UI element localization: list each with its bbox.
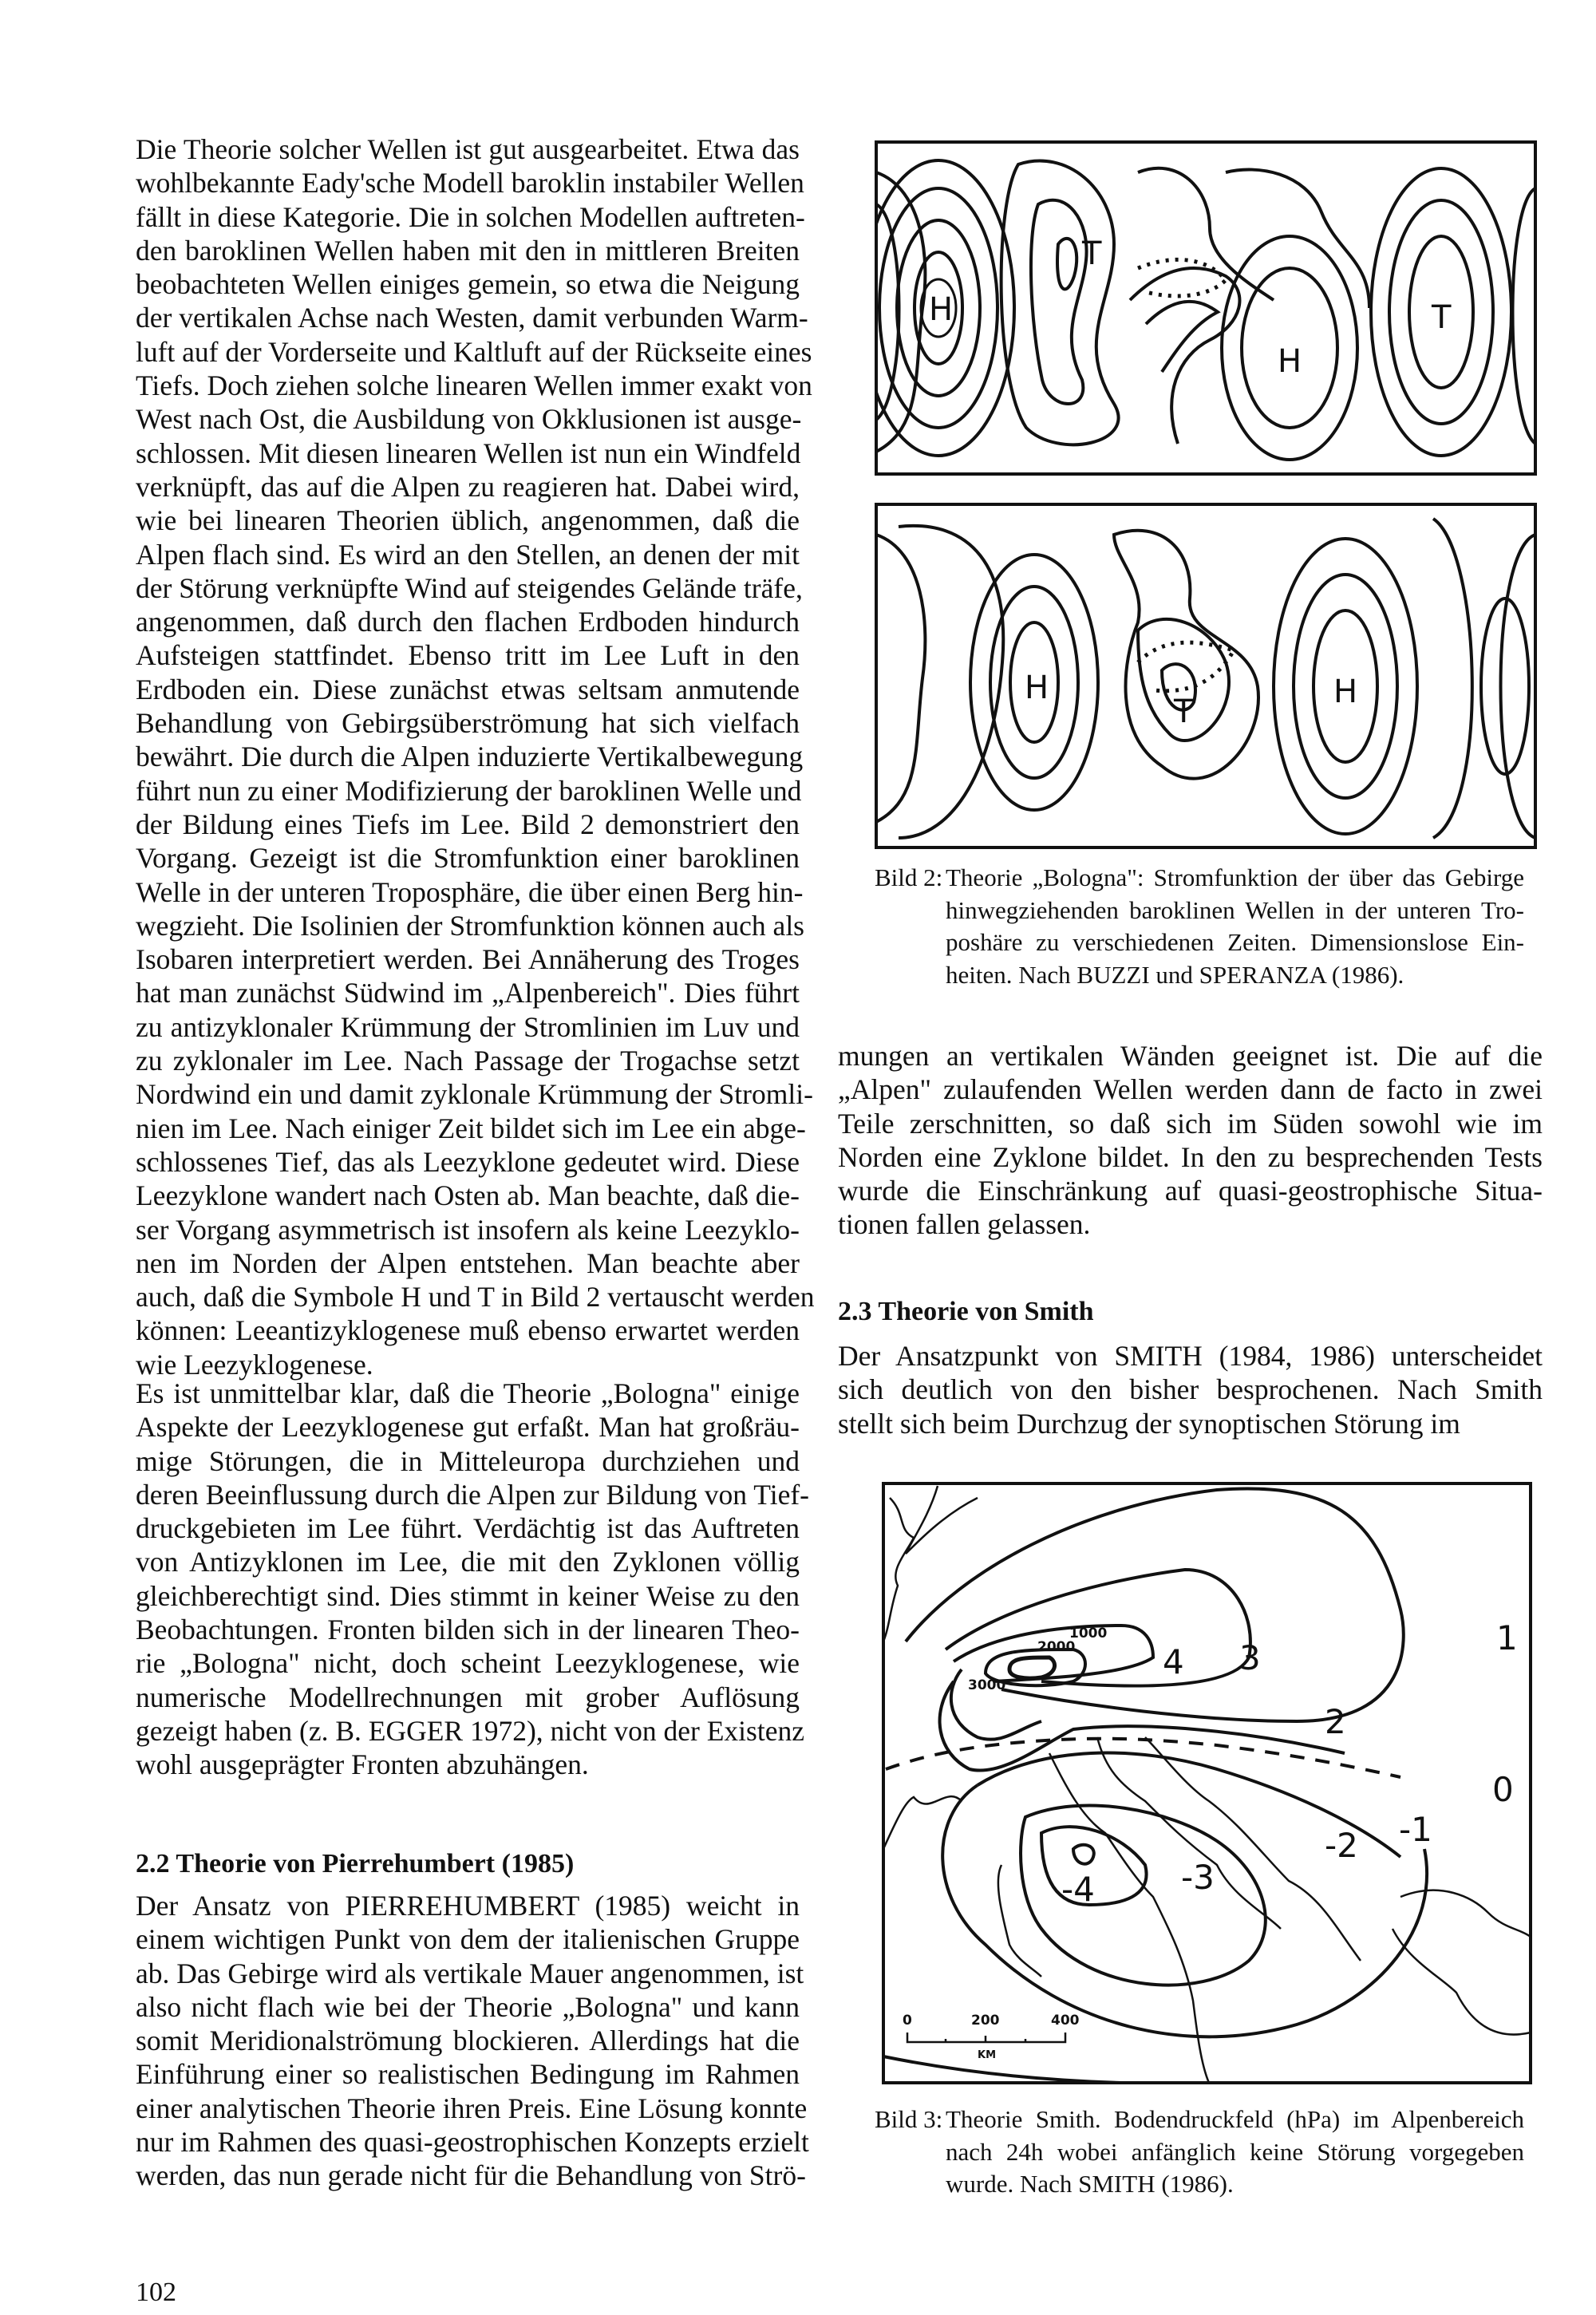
scale-unit: KM <box>978 2049 997 2061</box>
figure-2-panel-2 <box>875 503 1537 849</box>
text-line: nur im Rahmen des quasi-geostrophischen Konzepts erzielt <box>136 2126 809 2159</box>
text-line: gezeigt haben (z. B. EGGER 1972), nicht von der Existenz <box>136 1714 804 1747</box>
text-line: können: Leeantizyklogenese muß ebenso erwartet werden <box>136 1314 800 1347</box>
left-para-1 <box>136 132 815 1381</box>
scale-bar <box>903 2013 1080 2061</box>
text-line: nen im Norden der Alpen entstehen. Man beachte aber <box>136 1246 800 1279</box>
text-line: verknüpft, das auf die Alpen zu reagieren hat. Dabei wird, <box>136 470 800 503</box>
low-label: T <box>1432 299 1452 336</box>
text-line: Theorie Smith. Bodendruckfeld (hPa) im Alpenbereich <box>946 2105 1524 2133</box>
figure-2-panel-1 <box>875 140 1537 476</box>
text-line: schlossenes Tief, das als Leezyklone gedeutet wird. Diese <box>136 1145 800 1178</box>
figure-3-map <box>882 1482 1532 2084</box>
contour-label: -4 <box>1061 1870 1095 1909</box>
high-label: H <box>1333 674 1358 710</box>
scale-label: 0 <box>903 2013 912 2029</box>
text-line: Leezyklone wandert nach Osten ab. Man beachte, daß die- <box>136 1179 800 1212</box>
text-line: wurde. Nach SMITH (1986). <box>946 2170 1234 2198</box>
text-line: wie bei linearen Theorien üblich, angenommen, daß die <box>136 504 800 537</box>
text-line: wurde die Einschränkung auf quasi-geostrophische Situa- <box>838 1175 1543 1207</box>
text-line: heiten. Nach BUZZI und SPERANZA (1986). <box>946 960 1404 989</box>
text-line: den baroklinen Wellen haben mit den in mittleren Breiten <box>136 234 800 267</box>
text-line: angenommen, daß durch den flachen Erdboden hindurch <box>136 606 800 638</box>
text-line: einer analytischen Theorie ihren Preis. Eine Lösung konnte <box>136 2092 808 2124</box>
contour-label: 3 <box>1239 1638 1261 1677</box>
text-line: West nach Ost, die Ausbildung von Okklusionen ist ausge- <box>136 403 802 436</box>
text-line: nach 24h wobei anfänglich keine Störung vorgegeben <box>946 2137 1524 2166</box>
high-label: H <box>1278 343 1302 380</box>
contour-label: -1 <box>1399 1810 1432 1849</box>
text-line: Einführung einer so realistischen Bedingung im Rahmen <box>136 2058 800 2091</box>
text-line: Tiefs. Doch ziehen solche linearen Wellen immer exakt von <box>136 369 812 402</box>
text-line: poshäre zu verschiedenen Zeiten. Dimensionslose Ein- <box>946 928 1524 956</box>
text-line: zu antizyklonaler Krümmung der Stromlinien im Luv und <box>136 1010 800 1043</box>
high-label: H <box>1025 670 1049 706</box>
text-line: ser Vorgang asymmetrisch ist insofern als keine Leezyklo- <box>136 1213 800 1246</box>
text-line: druckgebieten im Lee führt. Verdächtig ist das Auftreten <box>136 1512 800 1545</box>
text-line: deren Beeinflussung durch die Alpen zur Bildung von Tief- <box>136 1478 809 1511</box>
text-line: fällt in diese Kategorie. Die in solchen Modellen auftreten- <box>136 200 805 233</box>
text-line: gleichberechtigt sind. Dies stimmt in keiner Weise zu den <box>136 1579 800 1612</box>
text-line: wegzieht. Die Isolinien der Stromfunktion können auch als <box>136 909 804 942</box>
text-line: Nordwind ein und damit zyklonale Krümmung der Stromli- <box>136 1078 813 1111</box>
caption-label: Bild 3: <box>875 2105 943 2133</box>
text-line: der Bildung eines Tiefs im Lee. Bild 2 demonstriert den <box>136 808 800 840</box>
text-line: hinwegziehenden baroklinen Wellen in der unteren Tro- <box>946 895 1524 924</box>
text-line: Beobachtungen. Fronten bilden sich in der linearen Theo- <box>136 1614 800 1646</box>
text-line: wohl ausgeprägter Fronten abzuhängen. <box>136 1748 589 1781</box>
text-line: Theorie „Bologna": Stromfunktion der über das Gebirge <box>946 863 1524 891</box>
contour-label: 4 <box>1163 1642 1184 1681</box>
height-label: 2000 <box>1037 1639 1076 1655</box>
text-line: numerische Modellrechnungen mit grober Auflösung <box>136 1681 800 1713</box>
text-line: also nicht flach wie bei der Theorie „Bologna" und kann <box>136 1990 800 2023</box>
text-line: einem wichtigen Punkt von dem der italienischen Gruppe <box>136 1923 800 1956</box>
text-line: wohlbekannte Eady'sche Modell baroklin instabiler Wellen <box>136 167 804 200</box>
text-line: Der Ansatz von PIERREHUMBERT (1985) weicht in <box>136 1890 800 1922</box>
left-para-2 <box>136 1377 809 1782</box>
text-line: Der Ansatzpunkt von SMITH (1984, 1986) unterscheidet <box>838 1340 1543 1372</box>
text-line: rie „Bologna" nicht, doch scheint Leezyklogenese, wie <box>136 1647 800 1680</box>
caption-label: Bild 2: <box>875 863 943 891</box>
text-line: mige Störungen, die in Mitteleuropa durchziehen und <box>136 1444 800 1477</box>
text-line: zu zyklonaler im Lee. Nach Passage der Trogachse setzt <box>136 1045 800 1077</box>
section-heading-2-3: 2.3 Theorie von Smith <box>838 1297 1094 1326</box>
text-line: führt nun zu einer Modifizierung der baroklinen Welle und <box>136 774 802 807</box>
right-para-2 <box>838 1339 1543 1440</box>
text-line: schlossen. Mit diesen linearen Wellen ist nun ein Windfeld <box>136 437 801 469</box>
low-label: T <box>1174 693 1194 730</box>
text-line: Welle in der unteren Troposphäre, die über einen Berg hin- <box>136 875 804 908</box>
text-line: auch, daß die Symbole H und T in Bild 2 vertauscht werden <box>136 1281 815 1314</box>
height-label: 3000 <box>968 1677 1006 1693</box>
text-line: sich deutlich von den bisher besprochenen. Nach Smith <box>838 1373 1543 1406</box>
text-line: Die Theorie solcher Wellen ist gut ausgearbeitet. Etwa das <box>136 133 800 165</box>
text-line: der vertikalen Achse nach Westen, damit verbunden Warm- <box>136 302 808 334</box>
text-line: tionen fallen gelassen. <box>838 1208 1091 1241</box>
scale-label: 200 <box>971 2013 1000 2029</box>
text-line: wie Leezyklogenese. <box>136 1348 373 1381</box>
text-line: von Antizyklonen im Lee, die mit den Zyklonen völlig <box>136 1546 800 1578</box>
text-line: nien im Lee. Nach einiger Zeit bildet sich im Lee ein abge- <box>136 1112 806 1144</box>
text-line: Isobaren interpretiert werden. Bei Annäherung des Troges <box>136 943 800 976</box>
contour-label: -2 <box>1325 1826 1358 1865</box>
contour-label: 1 <box>1496 1618 1518 1657</box>
text-line: Es ist unmittelbar klar, daß die Theorie „Bologna" einige <box>136 1377 800 1409</box>
contour-label: -3 <box>1181 1858 1215 1897</box>
section-heading-2-2: 2.2 Theorie von Pierrehumbert (1985) <box>136 1849 575 1878</box>
high-label: H <box>929 291 954 328</box>
text-line: beobachteten Wellen einiges gemein, so etwa die Neigung <box>136 268 800 301</box>
right-para-1 <box>838 1039 1543 1242</box>
text-line: Behandlung von Gebirgsüberströmung hat sich vielfach <box>136 707 800 740</box>
text-line: Alpen flach sind. Es wird an den Stellen, an denen der mit <box>136 538 800 571</box>
low-label: T <box>1082 235 1102 272</box>
text-line: bewährt. Die durch die Alpen induzierte Vertikalbewegung <box>136 741 804 773</box>
text-line: mungen an vertikalen Wänden geeignet ist. Die auf die <box>838 1040 1543 1072</box>
left-para-3 <box>136 1889 809 2193</box>
text-line: Teile zerschnitten, so daß sich im Süden sowohl wie im <box>838 1107 1543 1140</box>
text-line: Aspekte der Leezyklogenese gut erfaßt. Man hat großräu- <box>136 1411 800 1444</box>
text-line: der Störung verknüpfte Wind auf steigendes Gelände träfe, <box>136 571 803 604</box>
text-line: Norden eine Zyklone bildet. In den zu besprechenden Tests <box>838 1140 1543 1173</box>
text-line: werden, das nun gerade nicht für die Behandlung von Strö- <box>136 2159 806 2192</box>
text-line: luft auf der Vorderseite und Kaltluft auf der Rückseite eines <box>136 335 812 368</box>
text-line: hat man zunächst Südwind im „Alpenbereich". Dies führt <box>136 977 800 1009</box>
scale-label: 400 <box>1051 2013 1080 2029</box>
text-line: stellt sich beim Durchzug der synoptischen Störung im <box>838 1407 1460 1440</box>
height-label: 1000 <box>1069 1626 1108 1641</box>
text-line: Vorgang. Gezeigt ist die Stromfunktion einer baroklinen <box>136 842 800 875</box>
contour-label: 2 <box>1325 1702 1346 1741</box>
text-line: „Alpen" zulaufenden Wellen werden dann de facto in zwei <box>838 1073 1543 1106</box>
text-line: ab. Das Gebirge wird als vertikale Mauer angenommen, ist <box>136 1957 804 1989</box>
text-line: Erdboden ein. Diese zunächst etwas seltsam anmutende <box>136 673 800 705</box>
page-number: 102 <box>136 2277 176 2307</box>
text-line: Aufsteigen stattfindet. Ebenso tritt im Lee Luft in den <box>136 639 800 672</box>
text-line: somit Meridionalströmung blockieren. Allerdings hat die <box>136 2025 800 2057</box>
contour-label: 0 <box>1492 1770 1514 1809</box>
